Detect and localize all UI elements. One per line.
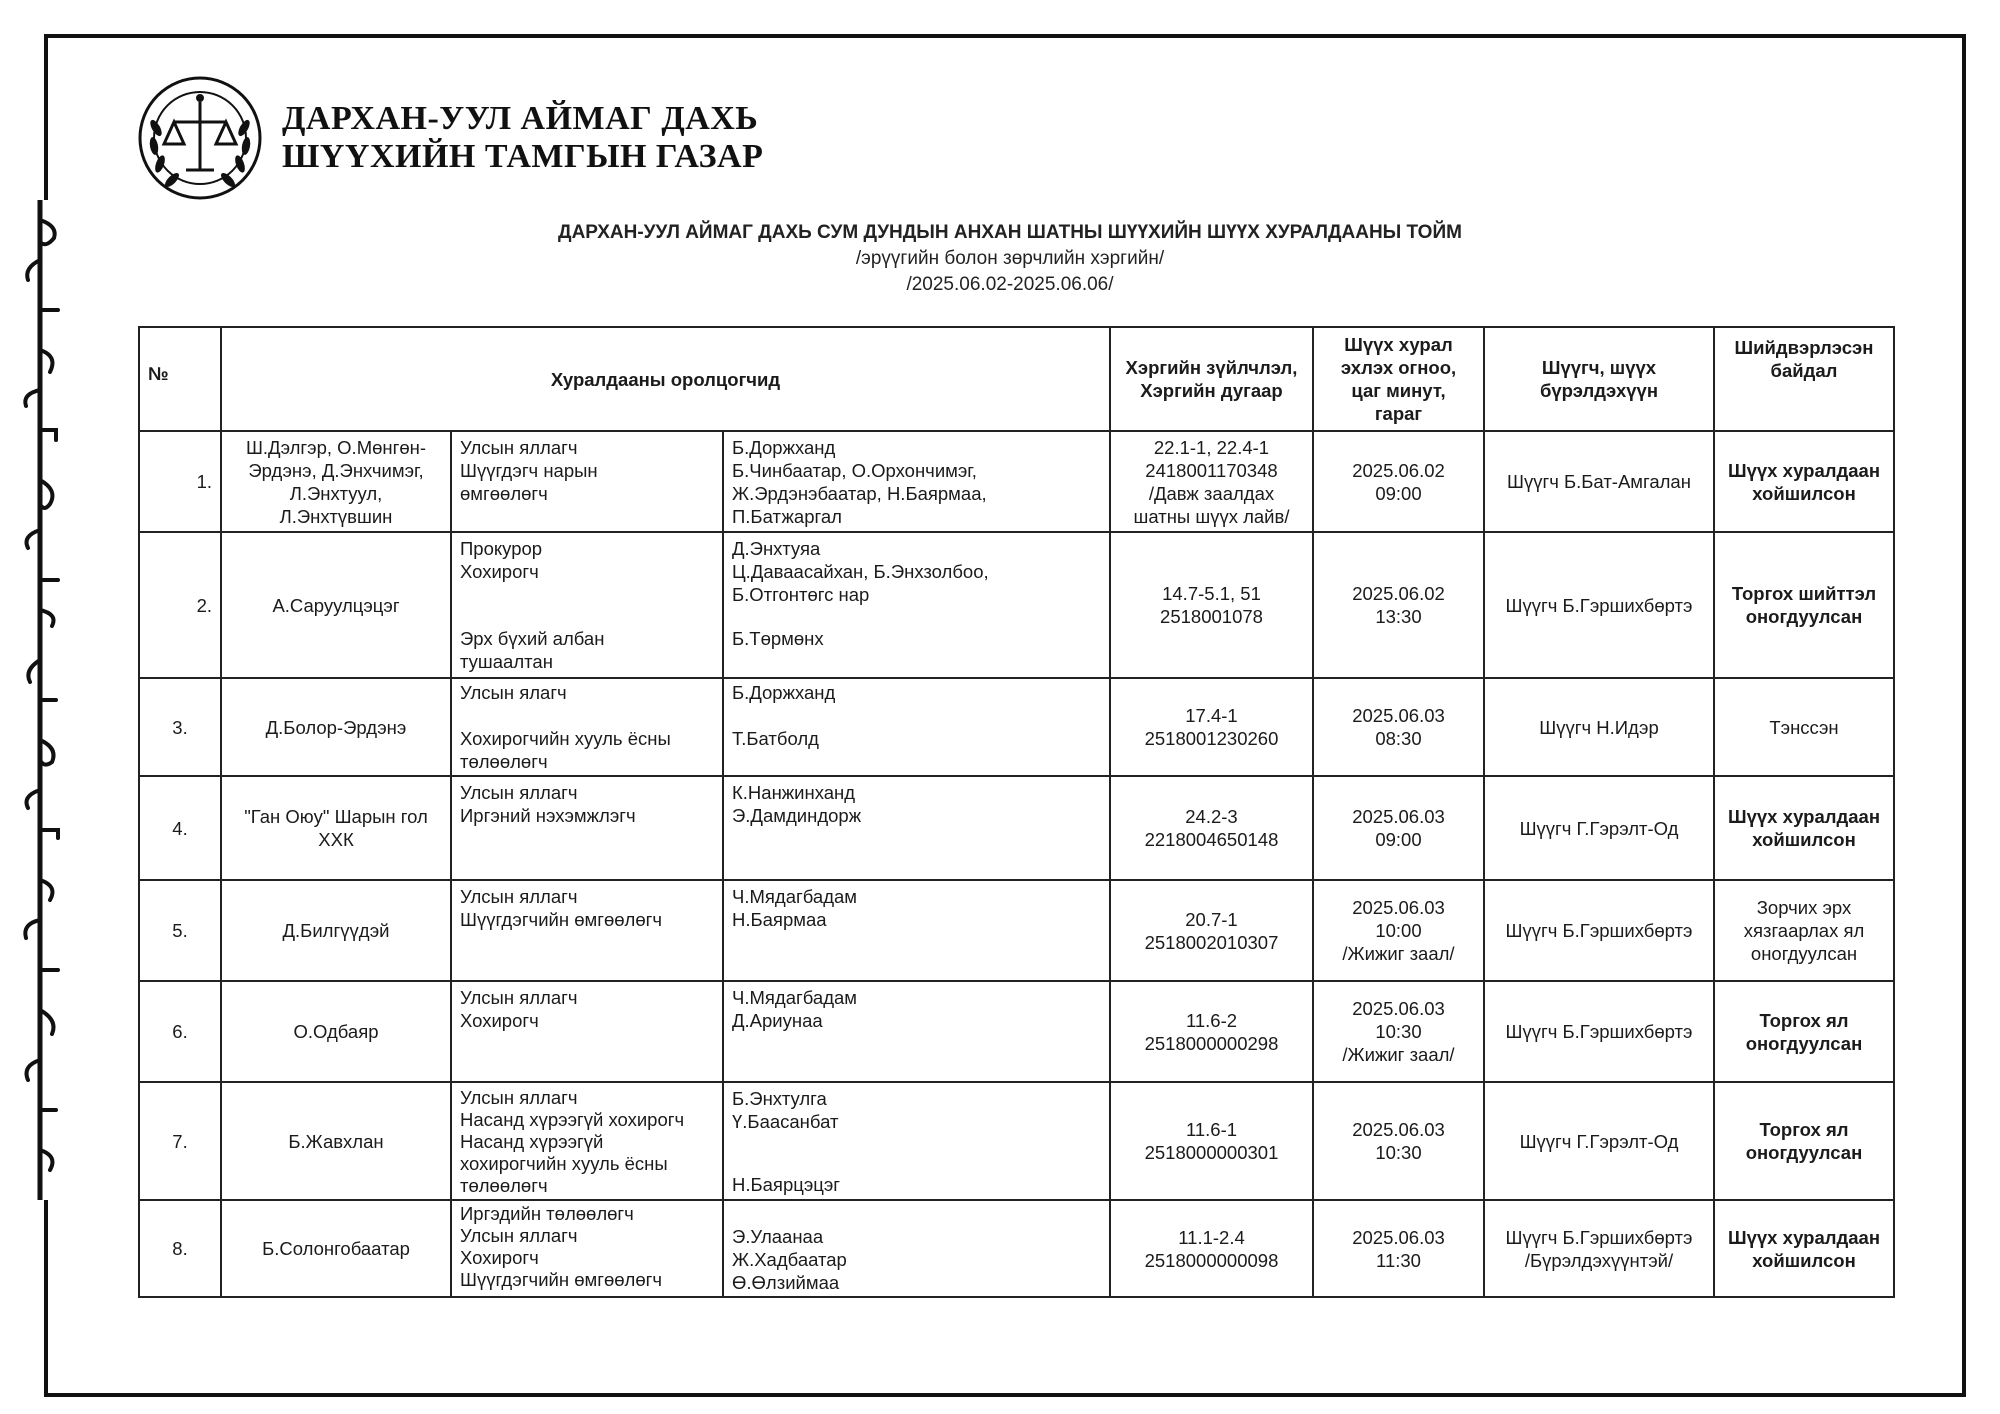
role-line: Насанд хүрээгүй: [460, 1131, 604, 1152]
time-cell: [1314, 533, 1485, 679]
role-line: Шүүгдэгч нарын: [460, 460, 598, 481]
role-line: Улсын ялагч: [460, 682, 567, 703]
decision-cell: [1715, 1083, 1895, 1201]
defendant-line: Б.Жавхлан: [288, 1130, 384, 1152]
names-cell: [724, 777, 1111, 881]
roles-cell: [452, 679, 724, 777]
row-number: 2.: [138, 533, 222, 679]
organization-name-line1: ДАРХАН-УУЛ АЙМАГ ДАХЬ: [282, 100, 759, 137]
time-line: /Жижиг заал/: [1342, 943, 1455, 964]
name-line: Э.Дамдиндорж: [732, 805, 862, 826]
table-row: [138, 1083, 1895, 1201]
header-article: [1111, 326, 1314, 432]
role-line: Улсын яллагч: [460, 1087, 578, 1108]
time-line: 2025.06.03: [1352, 1119, 1445, 1140]
defendant-cell: [222, 982, 452, 1083]
article-cell: [1111, 679, 1314, 777]
article-line: 2418001170348: [1145, 459, 1278, 481]
role-line: Улсын яллагч: [460, 782, 578, 803]
article-line: 2218004650148: [1144, 829, 1279, 850]
name-line: Б.Төрмөнх: [732, 628, 824, 649]
time-cell: [1314, 1201, 1485, 1298]
defendant-cell: [222, 1083, 452, 1201]
time-cell: [1314, 881, 1485, 982]
name-line: Ч.Мядагбадам: [732, 886, 857, 907]
header-time-line2: эхлэх огноо,: [1340, 357, 1457, 378]
names-cell: [724, 679, 1111, 777]
roles-cell: [452, 881, 724, 982]
name-line: Ж.Хадбаатар: [732, 1249, 847, 1270]
name-line: Ж.Эрдэнэбаатар, Н.Баярмаа,: [732, 483, 987, 504]
defendant-line: А.Саруулцэцэг: [272, 594, 400, 616]
role-line: өмгөөлөгч: [460, 483, 548, 504]
table-row: [138, 1201, 1895, 1298]
row-number: 3.: [138, 679, 222, 777]
roles-cell: [452, 982, 724, 1083]
judge-cell: [1485, 982, 1715, 1083]
header-time-line4: гараг: [1374, 403, 1423, 424]
time-line: 09:00: [1375, 829, 1422, 850]
decision-line: хойшилсон: [1752, 829, 1856, 850]
name-line: Д.Ариунаа: [732, 1010, 823, 1031]
time-cell: [1314, 982, 1485, 1083]
role-line: Хохирогч: [460, 1247, 539, 1268]
article-line: 22.1-1, 22.4-1: [1153, 436, 1270, 458]
defendant-line: Л.Энхтуул,: [289, 482, 383, 504]
decision-line: Шүүх хуралдаан: [1728, 806, 1880, 827]
defendant-cell: [222, 432, 452, 533]
judge-line: Шүүгч Б.Гэршихбөртэ: [1505, 1021, 1693, 1042]
time-line: 08:30: [1375, 728, 1422, 749]
article-line: 24.2-3: [1185, 806, 1238, 827]
role-line: Улсын яллагч: [460, 886, 578, 907]
article-line: 2518000000301: [1144, 1142, 1279, 1163]
names-cell: [724, 881, 1111, 982]
time-line: 2025.06.03: [1352, 806, 1445, 827]
header-participants: Хуралдааны оролцогчид: [222, 326, 1111, 432]
defendant-line: Д.Болор-Эрдэнэ: [265, 716, 407, 738]
defendant-cell: [222, 679, 452, 777]
decision-line: Торгох ял: [1759, 1009, 1849, 1031]
header-time-line3: цаг минут,: [1351, 380, 1446, 401]
article-cell: [1111, 1201, 1314, 1298]
role-line: Шүүгдэгчийн өмгөөлөгч: [460, 909, 663, 930]
document-title-main: ДАРХАН-УУЛ АЙМАГ ДАХЬ СУМ ДУНДЫН АНХАН ШАТНЫ ШҮҮХИЙН ШҮҮХ ХУРАЛДААНЫ ТОЙМ: [558, 222, 1462, 243]
decision-cell: [1715, 533, 1895, 679]
time-cell: [1314, 1083, 1485, 1201]
header-decision: [1715, 326, 1895, 432]
article-line: 2518000000098: [1144, 1249, 1279, 1271]
role-line: Улсын яллагч: [460, 1225, 578, 1246]
decision-line: хязгаарлах ял: [1743, 920, 1865, 941]
name-line: Н.Баярмаа: [732, 909, 827, 930]
decision-cell: [1715, 1201, 1895, 1298]
defendant-line: Д.Билгүүдэй: [282, 920, 390, 941]
article-cell: [1111, 1083, 1314, 1201]
time-cell: [1314, 679, 1485, 777]
article-line: шатны шүүх лайв/: [1133, 505, 1290, 527]
article-line: 11.6-2: [1185, 1009, 1238, 1031]
defendant-line: Эрдэнэ, Д.Энхчимэг,: [248, 459, 424, 481]
role-line: Иргэний нэхэмжлэгч: [460, 805, 636, 826]
decision-line: Шүүх хуралдаан: [1728, 459, 1880, 481]
document-title-period: /2025.06.02-2025.06.06/: [906, 274, 1114, 295]
header-article-line2: Хэргийн дугаар: [1140, 380, 1283, 401]
decision-line: хойшилсон: [1752, 1249, 1856, 1271]
judge-line: Шүүгч Б.Гэршихбөртэ: [1505, 1226, 1693, 1248]
table-row: [138, 982, 1895, 1083]
article-line: 2518002010307: [1144, 931, 1279, 953]
judge-line: Шүүгч Б.Бат-Амгалан: [1507, 471, 1691, 492]
article-line: 2518000000298: [1144, 1032, 1279, 1054]
decision-cell: [1715, 679, 1895, 777]
name-line: Б.Доржханд: [732, 682, 836, 703]
name-line: Т.Батболд: [732, 728, 819, 749]
names-cell: [724, 982, 1111, 1083]
judge-line: Шүүгч Г.Гэрэлт-Од: [1519, 1130, 1679, 1152]
judge-cell: [1485, 777, 1715, 881]
header-decision-line1: Шийдвэрлэсэн: [1734, 337, 1874, 358]
defendant-line: Б.Солонгобаатар: [262, 1238, 410, 1259]
defendant-cell: [222, 1201, 452, 1298]
header-number: №: [138, 326, 222, 432]
role-line: Прокурор: [460, 538, 543, 559]
row-number: 1.: [138, 432, 222, 533]
time-line: 2025.06.02: [1352, 459, 1445, 481]
time-line: 2025.06.03: [1352, 1226, 1445, 1248]
header-judge: [1485, 326, 1715, 432]
row-number: 6.: [138, 982, 222, 1083]
mongolian-script-graphic: [0, 200, 72, 1200]
role-line: Насанд хүрээгүй хохирогч: [460, 1109, 685, 1130]
decision-cell: [1715, 777, 1895, 881]
role-line: Шүүгдэгчийн өмгөөлөгч: [460, 1269, 663, 1290]
time-line: 10:00: [1375, 920, 1422, 941]
header-start-time: [1314, 326, 1485, 432]
time-line: 2025.06.03: [1352, 897, 1445, 918]
article-line: 17.4-1: [1185, 705, 1238, 726]
name-line: Н.Баярцэцэг: [732, 1174, 841, 1195]
defendant-cell: [222, 777, 452, 881]
table-row: [138, 881, 1895, 982]
header-judge-line1: Шүүгч, шүүх: [1541, 357, 1657, 378]
judge-line: Шүүгч Б.Гэршихбөртэ: [1505, 920, 1693, 941]
article-line: 2518001230260: [1144, 728, 1279, 749]
name-line: Э.Улаанаа: [732, 1226, 824, 1247]
names-cell: [724, 432, 1111, 533]
roles-cell: [452, 1083, 724, 1201]
time-line: 2025.06.03: [1352, 998, 1445, 1019]
row-number: 8.: [138, 1201, 222, 1298]
table-header-row: [138, 326, 1895, 432]
defendant-line: "Ган Оюу" Шарын гол: [244, 806, 428, 827]
role-line: төлөөлөгч: [460, 751, 548, 772]
time-line: /Жижиг заал/: [1342, 1044, 1455, 1065]
time-line: 10:30: [1375, 1142, 1422, 1163]
vertical-mongolian-script: [0, 200, 72, 1200]
decision-line: оногдуулсан: [1745, 1032, 1863, 1054]
article-cell: [1111, 777, 1314, 881]
name-line: Ц.Даваасайхан, Б.Энхзолбоо,: [732, 561, 989, 582]
decision-cell: [1715, 432, 1895, 533]
header-article-line1: Хэргийн зүйлчлэл,: [1125, 357, 1298, 378]
article-cell: [1111, 982, 1314, 1083]
article-line: /Давж заалдах: [1148, 482, 1275, 504]
document-title: [540, 220, 1480, 298]
roles-cell: [452, 432, 724, 533]
article-line: 11.6-1: [1185, 1119, 1238, 1140]
time-cell: [1314, 432, 1485, 533]
judge-cell: [1485, 1083, 1715, 1201]
name-line: Б.Энхтулга: [732, 1088, 827, 1109]
names-cell: [724, 533, 1111, 679]
name-line: Д.Энхтуяа: [732, 538, 821, 559]
table-row: [138, 777, 1895, 881]
name-line: Б.Чинбаатар, О.Орхончимэг,: [732, 460, 977, 481]
defendant-line: ХХК: [318, 829, 354, 850]
hearings-table: [138, 326, 1895, 1298]
name-line: Ү.Баасанбат: [732, 1111, 839, 1132]
decision-line: оногдуулсан: [1745, 606, 1863, 627]
role-line: Хохирогчийн хууль ёсны: [460, 728, 671, 749]
article-cell: [1111, 881, 1314, 982]
time-line: 2025.06.03: [1352, 705, 1445, 726]
time-line: 10:30: [1375, 1021, 1422, 1042]
judge-line: /Бүрэлдэхүүнтэй/: [1524, 1249, 1674, 1271]
judge-cell: [1485, 533, 1715, 679]
role-line: Хохирогч: [460, 561, 539, 582]
names-cell: [724, 1083, 1111, 1201]
time-line: 09:00: [1375, 482, 1422, 504]
court-emblem-icon: [136, 74, 264, 202]
table-row: [138, 533, 1895, 679]
roles-cell: [452, 1201, 724, 1298]
decision-cell: [1715, 881, 1895, 982]
time-line: 11:30: [1376, 1249, 1421, 1271]
defendant-line: О.Одбаяр: [293, 1021, 379, 1042]
article-cell: [1111, 533, 1314, 679]
time-line: 13:30: [1375, 606, 1422, 627]
judge-line: Шүүгч Н.Идэр: [1539, 716, 1659, 738]
role-line: Хохирогч: [460, 1010, 539, 1031]
judge-cell: [1485, 432, 1715, 533]
name-line: Ч.Мядагбадам: [732, 987, 857, 1008]
decision-line: Тэнссэн: [1769, 716, 1839, 738]
decision-line: Зорчих эрх: [1756, 897, 1852, 918]
defendant-line: Л.Энхтүвшин: [279, 505, 393, 527]
time-line: 2025.06.02: [1352, 583, 1445, 604]
organization-name: [282, 100, 763, 176]
header-decision-line2: байдал: [1770, 360, 1838, 381]
decision-line: Шүүх хуралдаан: [1728, 1226, 1880, 1248]
article-line: 11.1-2.4: [1178, 1226, 1245, 1248]
article-line: 20.7-1: [1185, 908, 1238, 930]
defendant-cell: [222, 881, 452, 982]
article-line: 2518001078: [1160, 606, 1263, 627]
row-number: 5.: [138, 881, 222, 982]
article-cell: [1111, 432, 1314, 533]
judge-cell: [1485, 1201, 1715, 1298]
decision-line: хойшилсон: [1752, 482, 1856, 504]
roles-cell: [452, 533, 724, 679]
role-line: Улсын яллагч: [460, 437, 578, 458]
role-line: тушаалтан: [460, 651, 553, 672]
organization-name-line2: ШҮҮХИЙН ТАМГЫН ГАЗАР: [282, 138, 764, 175]
name-line: К.Нанжинханд: [732, 782, 856, 803]
defendant-cell: [222, 533, 452, 679]
judge-line: Шүүгч Б.Гэршихбөртэ: [1505, 594, 1693, 616]
header-judge-line2: бүрэлдэхүүн: [1539, 380, 1659, 401]
decision-cell: [1715, 982, 1895, 1083]
decision-line: оногдуулсан: [1745, 1142, 1863, 1163]
table-row: [138, 432, 1895, 533]
name-line: Ө.Өлзиймаа: [732, 1272, 840, 1293]
names-cell: [724, 1201, 1111, 1298]
name-line: Б.Отгонтөгс нар: [732, 584, 870, 605]
role-line: төлөөлөгч: [460, 1175, 548, 1196]
header-time-line1: Шүүх хурал: [1344, 334, 1453, 355]
role-line: хохирогчийн хууль ёсны: [460, 1153, 668, 1174]
decision-line: Торгох шийттэл: [1731, 583, 1877, 604]
row-number: 4.: [138, 777, 222, 881]
defendant-line: Ш.Дэлгэр, О.Мөнгөн-: [245, 436, 427, 458]
role-line: Улсын яллагч: [460, 987, 578, 1008]
role-line: Иргэдийн төлөөлөгч: [460, 1203, 634, 1224]
roles-cell: [452, 777, 724, 881]
name-line: П.Батжаргал: [732, 506, 842, 527]
decision-line: Торгох ял: [1759, 1119, 1849, 1140]
time-cell: [1314, 777, 1485, 881]
role-line: Эрх бүхий албан: [460, 628, 605, 649]
name-line: Б.Доржханд: [732, 437, 836, 458]
judge-line: Шүүгч Г.Гэрэлт-Од: [1519, 817, 1679, 839]
article-line: 14.7-5.1, 51: [1162, 583, 1261, 604]
judge-cell: [1485, 881, 1715, 982]
judge-cell: [1485, 679, 1715, 777]
row-number: 7.: [138, 1083, 222, 1201]
table-row: [138, 679, 1895, 777]
decision-line: оногдуулсан: [1750, 943, 1858, 964]
document-title-subtitle: /эрүүгийн болон зөрчлийн хэргийн/: [855, 248, 1165, 269]
